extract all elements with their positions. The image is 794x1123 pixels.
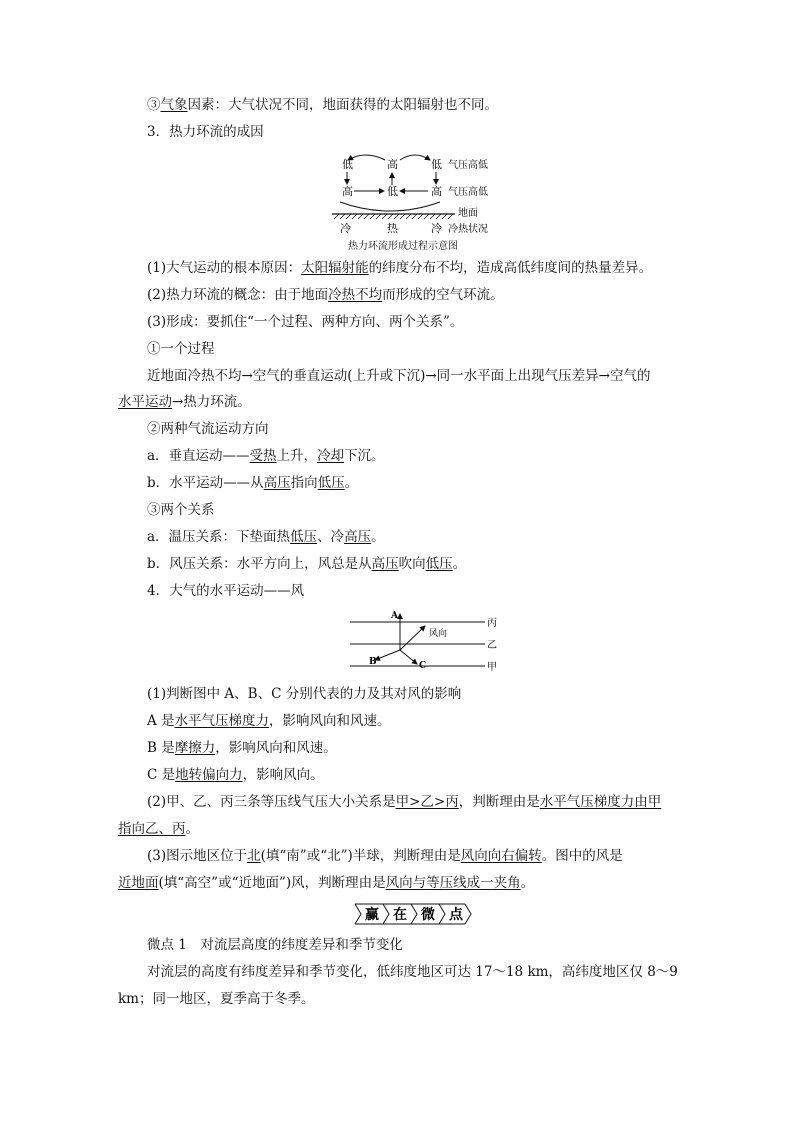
- banner-char-1: 赢: [365, 907, 379, 923]
- wind-forces-diagram: [345, 606, 505, 678]
- paragraph-10: a．温压关系：下垫面热低压、冷高压。: [147, 529, 385, 545]
- row1-label: 气压高低: [448, 160, 488, 171]
- section-heading-4: 4．大气的水平运动——风: [147, 583, 305, 599]
- paragraph-5-line2: 水平运动→热力环流。: [118, 394, 251, 410]
- wind-label: 风向: [429, 629, 448, 639]
- row1-right: 低: [431, 158, 442, 171]
- row2-right: 高: [431, 185, 442, 198]
- ground-label: 地面: [458, 208, 478, 219]
- answer-b: B 是摩擦力，影响风向和风速。: [147, 740, 337, 756]
- question-3-line2: 近地面(填“高空”或“近地面”)风，判断理由是风向与等压线成一夹角。: [118, 875, 535, 891]
- force-b-label: B: [369, 657, 377, 667]
- row2-mid: 低: [387, 185, 398, 198]
- paragraph-4: ①一个过程: [147, 341, 215, 357]
- section-banner: [353, 902, 473, 926]
- row1-left: 低: [342, 158, 353, 171]
- question-3-line1: (3)图示地区位于北(填“南”或“北”)半球，判断理由是风向向右偏转。图中的风是: [147, 848, 623, 864]
- force-c-label: C: [419, 661, 427, 671]
- banner-char-4: 点: [449, 907, 463, 923]
- paragraph-6: ②两种气流运动方向: [147, 421, 269, 437]
- banner-char-2: 在: [393, 907, 407, 923]
- figure-caption: 热力环流形成过程示意图: [348, 241, 458, 252]
- row2-label: 气压高低: [448, 187, 488, 198]
- paragraph-7: a．垂直运动——受热上升，冷却下沉。: [147, 448, 385, 464]
- question-2-line1: (2)甲、乙、丙三条等压线气压大小关系是甲>乙>丙，判断理由是水平气压梯度力由甲: [147, 794, 662, 810]
- isobar-yi: 乙: [487, 640, 497, 651]
- paragraph-3: (3)形成：要抓住“一个过程、两种方向、两个关系”。: [147, 314, 464, 330]
- paragraph-11: b．风压关系：水平方向上，风总是从高压吹向低压。: [147, 556, 467, 572]
- row1-mid: 高: [387, 158, 398, 171]
- isobar-jia: 甲: [487, 662, 497, 673]
- answer-a: A 是水平气压梯度力，影响风向和风速。: [147, 713, 391, 729]
- section-heading-3: 3．热力环流的成因: [147, 124, 264, 140]
- answer-c: C 是地转偏向力，影响风向。: [147, 767, 324, 783]
- force-a-label: A: [391, 611, 398, 621]
- weidian-line2: km；同一地区，夏季高于冬季。: [118, 991, 315, 1007]
- question-2-line2: 指向乙、丙。: [118, 821, 199, 837]
- isobar-bing: 丙: [487, 618, 497, 629]
- paragraph-5-line1: 近地面冷热不均→空气的垂直运动(上升或下沉)→同一水平面上出现气压差异→空气的: [147, 368, 651, 384]
- paragraph-8: b．水平运动——从高压指向低压。: [147, 475, 359, 491]
- weidian-title: 微点 1 对流层高度的纬度差异和季节变化: [147, 937, 403, 953]
- bottom-right: 冷: [431, 222, 442, 235]
- paragraph-weather-factor: ③气象因素：大气状况不同，地面获得的太阳辐射也不同。: [147, 97, 498, 113]
- paragraph-1: (1)大气运动的根本原因：太阳辐射能的纬度分布不均，造成高低纬度间的热量差异。: [147, 260, 653, 276]
- question-1: (1)判断图中 A、B、C 分别代表的力及其对风的影响: [147, 686, 462, 702]
- bottom-mid: 热: [387, 222, 398, 235]
- bottom-left: 冷: [340, 222, 351, 235]
- paragraph-2: (2)热力环流的概念：由于地面冷热不均而形成的空气环流。: [147, 287, 504, 303]
- bottom-label: 冷热状况: [448, 224, 488, 235]
- paragraph-9: ③两个关系: [147, 502, 215, 518]
- banner-char-3: 微: [421, 907, 435, 923]
- row2-left: 高: [342, 185, 353, 198]
- weidian-line1: 对流层的高度有纬度差异和季节变化，低纬度地区可达 17～18 km，高纬度地区仅 8～9: [147, 964, 678, 980]
